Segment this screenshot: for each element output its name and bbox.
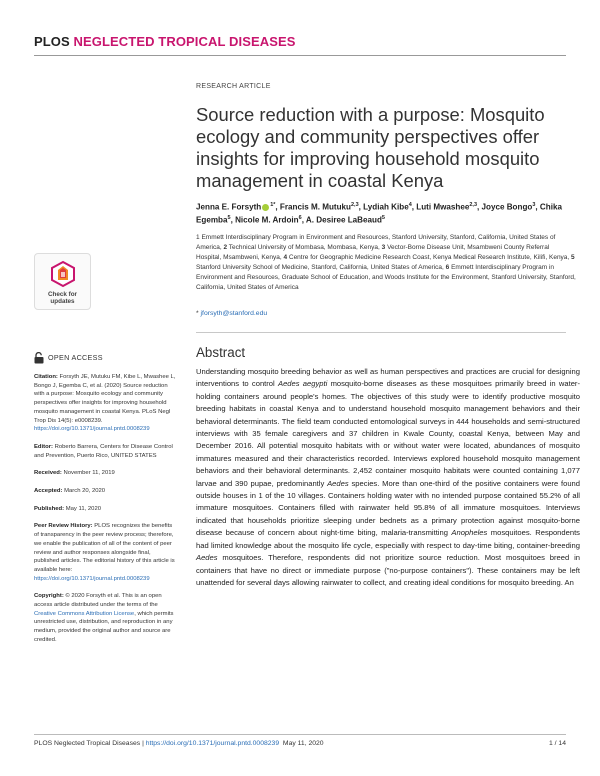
author-affil: 1: [270, 202, 274, 208]
corresponding-mark: *: [273, 202, 276, 208]
author-list: Jenna E. Forsyth $^{1*}$, Francis M. Mutuku$^{2,3}$, Lydiah Kibe$^4$, Luti Mwashee$^{2,3}$, Joyce Bongo$^3$, Chika Egemba$^5$, Nicole M. Ardoin$^6$, A. Desiree LaBeaud$^5$: [196, 202, 562, 225]
editor-text: Roberto Barrera, Centers for Disease Control and Prevention, Puerto Rico, UNITED STATES: [34, 443, 173, 459]
author-name[interactable]: Chika Egemba: [196, 202, 562, 225]
open-access-label: OPEN ACCESS: [48, 352, 103, 362]
correspondence-mark: *: [196, 310, 199, 317]
abstract-italic: Aedes: [327, 478, 349, 488]
author-affil: 2,3: [350, 202, 359, 208]
affil-number: 2: [223, 244, 228, 252]
affil-number: 1: [196, 234, 200, 241]
abstract-italic: Anopheles: [451, 528, 488, 538]
author-affil: 5: [381, 215, 385, 222]
copyright-label: Copyright:: [34, 593, 64, 600]
abstract-text: mosquitoes. Therefore, respondents did not prioritize source reduction. Most mosquitoes breed in containers that have no direct or immediate purpose ("no-purpose containers"). These containers may be left unattended for several days allowing rainwater to collect, and creating ideal conditions for mosquito breeding. An: [196, 553, 580, 587]
received: [34, 469, 176, 478]
header-divider: [34, 55, 566, 56]
orcid-icon[interactable]: [262, 204, 269, 211]
open-access-lock-icon: [34, 352, 44, 364]
article-type: RESEARCH ARTICLE: [196, 83, 271, 90]
page-footer: [34, 740, 324, 747]
affil-text: Emmett Interdisciplinary Program in Environment and Resources, Stanford University, Stanford, California, United States of America,: [196, 234, 556, 252]
abstract-text: species. More than one-third of the positive containers were found outside houses in 1 of the 10 villages. Containers holding water with no intended purpose contained 55.2% of all immature mosquitoes. Containers filled with rainwater held 95.8% of all immature mosquitoes. Interviews indicated that households prioritize sleeping under bednets as a primary protection against mosquito-borne disease because of concern about night-time biting, malaria-transmitting: [196, 478, 580, 538]
received-label: Received:: [34, 470, 62, 477]
affil-number: 4: [283, 254, 288, 262]
author-affil: 2,3: [469, 202, 478, 208]
journal-plos: PLOS: [34, 34, 70, 49]
accepted-date: March 20, 2020: [64, 488, 106, 495]
citation-label: Citation:: [34, 374, 58, 380]
author-name[interactable]: Lydiah Kibe: [363, 202, 409, 212]
correspondence: [196, 310, 267, 317]
journal-name: NEGLECTED TROPICAL DISEASES: [73, 34, 296, 49]
author-name[interactable]: Luti Mwashee: [416, 202, 470, 212]
editor: [34, 443, 176, 460]
abstract-text: Understanding mosquito breeding behavior as well as human perspectives and practices are crucial for designing interventions to control: [196, 367, 580, 389]
citation-text: Forsyth JE, Mutuku FM, Kibe L, Mwashee L, Bongo J, Egemba C, et al. (2020) Source reduction with a purpose: Mosquito ecology and community perspectives offer insights for improving household mosquito management in coastal Kenya. PLoS Negl Trop Dis 14(5): e0008239.: [34, 374, 176, 424]
affil-number: 3: [381, 244, 386, 252]
copyright-text-end: , which permits unrestricted use, distribution, and reproduction in any medium, provided the original author and source are credited.: [34, 610, 174, 643]
affil-text: Technical University of Mombasa, Mombasa, Kenya,: [228, 244, 380, 252]
page-number: 1 / 14: [548, 740, 566, 747]
journal-header: [34, 34, 296, 49]
author-name[interactable]: A. Desiree LaBeaud: [305, 215, 382, 225]
peer-review-history: [34, 522, 176, 583]
citation-doi-link[interactable]: https://doi.org/10.1371/journal.pntd.0008239: [34, 426, 150, 433]
affil-text: Stanford University School of Medicine, Stanford, California, United States of America,: [196, 264, 444, 272]
published-date: May 11, 2020: [65, 505, 102, 512]
footer-separator: |: [142, 740, 144, 747]
abstract-body: [196, 366, 580, 589]
affiliations: [196, 233, 576, 294]
badge-line2: updates: [50, 298, 75, 305]
abstract-heading: Abstract: [196, 345, 246, 360]
affil-text: Vector-Borne Disease Unit, Msambweni County Referral Hospital, Msambweni, Kenya,: [196, 244, 550, 262]
peer-review-label: Peer Review History:: [34, 523, 93, 530]
author-name[interactable]: Francis M. Mutuku: [279, 202, 351, 212]
published-label: Published:: [34, 505, 65, 512]
received-date: November 11, 2019: [63, 470, 115, 477]
footer-divider: [34, 734, 566, 735]
affil-text: Centre for Geographic Medicine Research Coast, Kenya Medical Research Institute, Kilifi, Kenya,: [288, 254, 570, 262]
peer-review-text: PLOS recognizes the benefits of transparency in the peer review process; therefore, we enable the publication of all of the content of peer review and author responses alongside final, published articles. The editorial history of this article is available here:: [34, 523, 175, 573]
abstract-text: mosquitoes. Respondents had limited knowledge about the mosquito life cycle, especially with respect to day-time biting, container-breeding: [196, 528, 580, 550]
check-for-updates-badge[interactable]: [34, 253, 91, 310]
author-affil: 5: [227, 215, 231, 222]
abstract-italic: Aedes aegypti: [278, 379, 328, 389]
abstract-italic: Aedes: [196, 553, 218, 563]
accepted: [34, 487, 176, 496]
check-for-updates-icon: [50, 260, 76, 288]
copyright-text: © 2020 Forsyth et al. This is an open access article distributed under the terms of the: [34, 593, 162, 609]
license-link[interactable]: Creative Commons Attribution License: [34, 610, 135, 617]
article-title: Source reduction with a purpose: Mosquito ecology and community perspectives offer insights for improving household mosquito management in coastal Kenya: [196, 104, 545, 191]
abstract-text: mosquito-borne diseases as these mosquitoes primarily breed in water-holding containers around people's homes. The objectives of this study were to identify productive mosquito breeding habitats in coastal Kenya and to understand household mosquito management behaviors and their behavioral determinants. The field team conducted entomological surveys in 444 households and semi-structured interviews with 35 female caregivers and 37 children in Kwale County, coastal Kenya, between May and December 2016. All potential mosquito habitats with or without water were located, abundances of mosquito immatures measured and their characteristics recorded. Interviews explored household mosquito management behaviors and their behavioral determinants. 2,452 container mosquito habitats were counted containing 1,077 larvae and 390 pupae, predominantly: [196, 379, 580, 488]
author-affil: 6: [298, 215, 302, 222]
published: [34, 505, 176, 514]
footer-journal: PLOS Neglected Tropical Diseases: [34, 740, 141, 747]
correspondence-email[interactable]: jforsyth@stanford.edu: [200, 310, 268, 317]
article-info-sidebar: [34, 352, 176, 654]
open-access: [34, 352, 176, 364]
abstract-divider: [196, 332, 566, 333]
affil-number: 5: [571, 254, 575, 262]
accepted-label: Accepted:: [34, 488, 63, 495]
author-affil: 4: [408, 202, 412, 208]
author-name[interactable]: Nicole M. Ardoin: [235, 215, 299, 225]
footer-doi-link[interactable]: https://doi.org/10.1371/journal.pntd.0008239: [145, 740, 280, 747]
peer-review-link[interactable]: https://doi.org/10.1371/journal.pntd.0008239: [34, 575, 150, 582]
badge-line1: Check for: [47, 291, 78, 298]
badge-text: [48, 291, 77, 305]
author-name[interactable]: Jenna E. Forsyth: [196, 202, 262, 212]
author-affil: 3: [532, 202, 536, 208]
affil-text: Emmett Interdisciplinary Program in Environment and Resources, Graduate School of Education, and Woods Institute for the Environment, Stanford University, Stanford, California, United States of America: [196, 264, 576, 292]
author-name[interactable]: Joyce Bongo: [481, 202, 533, 212]
affil-number: 6: [445, 264, 450, 272]
citation: [34, 373, 176, 434]
footer-date: May 11, 2020: [282, 740, 324, 747]
editor-label: Editor:: [34, 443, 53, 450]
copyright: [34, 592, 176, 644]
